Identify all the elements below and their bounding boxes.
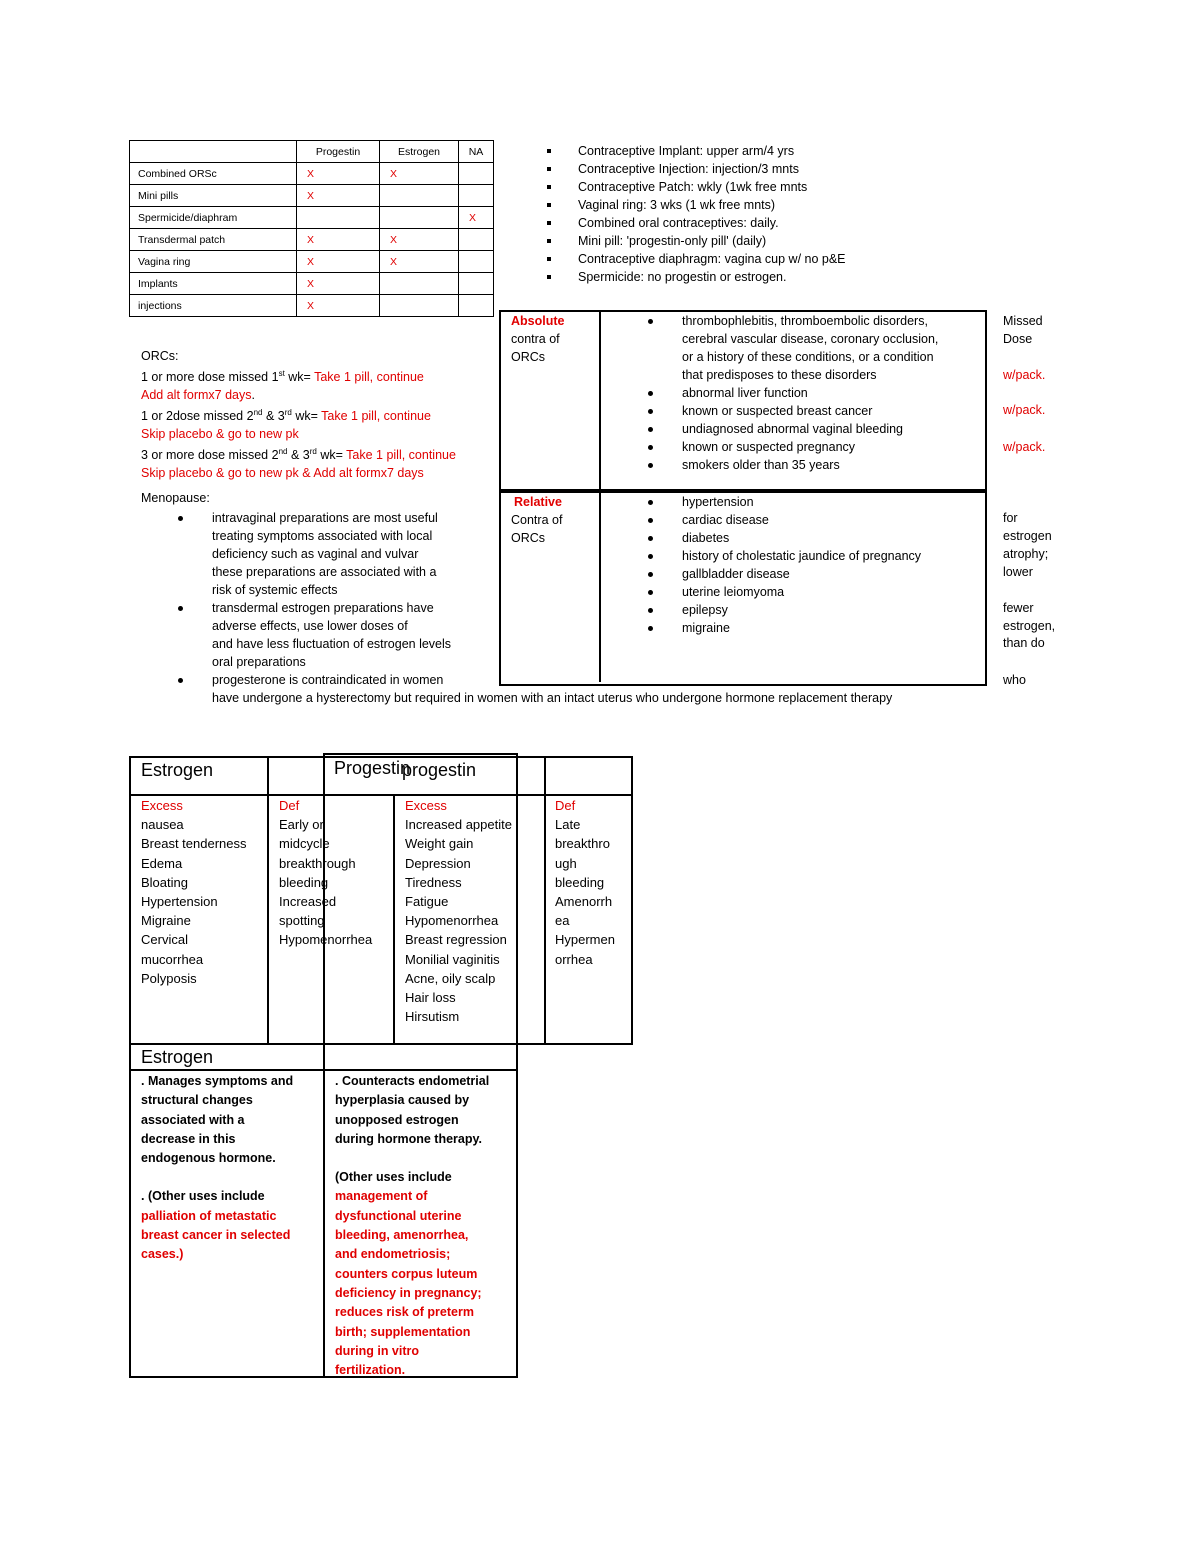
list-item — [646, 402, 938, 420]
orcs-action: Take 1 pill, continue — [314, 370, 424, 385]
estrogen-uses — [141, 1072, 293, 1265]
column-label: Def — [555, 798, 576, 813]
contra-line: epilepsy — [682, 603, 728, 617]
contra-line: diabetes — [682, 531, 730, 545]
column-label: Excess — [405, 798, 447, 813]
matrix-row — [130, 229, 494, 251]
hormone-matrix-table — [129, 140, 494, 317]
uses-line: breast cancer in selected — [141, 1228, 291, 1243]
margin-text: for — [1003, 511, 1018, 525]
grid-line — [129, 1043, 633, 1045]
orcs-action: Take 1 pill, continue — [346, 448, 456, 463]
list-item: Increased — [279, 894, 337, 910]
matrix-cell-estrogen: X — [380, 163, 459, 185]
orcs-text: & 3 — [287, 448, 310, 463]
list-item: Early or — [279, 817, 324, 833]
margin-text: atrophy; — [1003, 547, 1049, 561]
estrogen-excess-column — [141, 796, 247, 988]
list-item: Hypomenorrhea — [279, 932, 373, 948]
uses-line: dysfunctional uterine — [335, 1208, 462, 1223]
list-item — [646, 529, 921, 547]
relative-contra-list — [646, 493, 921, 637]
list-item: Cervical — [141, 932, 188, 948]
list-item: Increased appetite — [405, 817, 512, 833]
list-item: spotting — [279, 913, 325, 929]
grid-line — [129, 756, 131, 1045]
progestin-excess-column — [405, 796, 512, 1026]
matrix-cell-progestin: X — [297, 273, 380, 295]
list-item — [646, 601, 921, 619]
progestin-title: Progestin — [334, 758, 411, 778]
list-item: mucorrhea — [141, 951, 204, 967]
margin-text: fewer — [1003, 601, 1034, 615]
uses-line: bleeding, amenorrhea, — [335, 1228, 469, 1243]
uses-line: fertilization. — [335, 1363, 406, 1378]
list-item: orrhea — [555, 951, 593, 967]
list-item: Polyposis — [141, 970, 197, 986]
orcs-rule-3 — [141, 443, 456, 464]
list-item: Fatigue — [405, 894, 449, 910]
list-item — [646, 619, 921, 637]
list-item: Amenorrh — [555, 894, 613, 910]
list-item: Migraine — [141, 913, 191, 929]
matrix-header-na: NA — [459, 141, 494, 163]
orcs-rule-2b — [141, 425, 456, 443]
uses-line: palliation of metastatic — [141, 1208, 277, 1223]
list-item: midcycle — [279, 836, 330, 852]
menopause-line: oral preparations — [212, 655, 306, 669]
orcs-sup: st — [278, 369, 285, 378]
uses-line: . Counteracts endometrial — [335, 1074, 490, 1088]
list-item: Breast tenderness — [141, 836, 247, 852]
uses-line: during in vitro — [335, 1343, 420, 1358]
matrix-cell-estrogen — [380, 273, 459, 295]
list-item — [646, 511, 921, 529]
orcs-sup: nd — [253, 408, 263, 418]
matrix-row — [130, 273, 494, 295]
matrix-cell-na — [459, 273, 494, 295]
progestin-uses — [335, 1072, 489, 1380]
column-label: Def — [279, 798, 300, 813]
list-item — [646, 438, 938, 456]
progestin-def-column — [555, 796, 615, 969]
margin-text: w/pack. — [1003, 440, 1046, 454]
grid-line — [323, 753, 518, 755]
grid-line — [516, 1043, 518, 1378]
uses-line: (Other uses include — [335, 1170, 452, 1185]
orcs-rule-2 — [141, 404, 456, 425]
list-item: Late — [555, 817, 581, 833]
uses-line: deficiency in pregnancy; — [335, 1285, 482, 1300]
orcs-rule-1b — [141, 386, 456, 404]
margin-text: w/pack. — [1003, 368, 1046, 382]
orcs-action: Take 1 pill, continue — [321, 409, 431, 424]
list-item — [646, 565, 921, 583]
uses-line: associated with a — [141, 1112, 245, 1127]
matrix-cell-na — [459, 185, 494, 207]
matrix-row-label: Implants — [130, 273, 297, 295]
contra-line: uterine leiomyoma — [682, 585, 785, 599]
estrogen-title: Estrogen — [141, 760, 214, 780]
matrix-row-label: Spermicide/diaphram — [130, 207, 297, 229]
matrix-row-label: Combined ORSc — [130, 163, 297, 185]
matrix-cell-estrogen: X — [380, 229, 459, 251]
orcs-text: 1 or more dose missed 1 — [141, 370, 279, 385]
spacer — [141, 1168, 293, 1187]
contra-line: smokers older than 35 years — [682, 458, 840, 472]
matrix-cell-na — [459, 295, 494, 317]
list-item: breakthrough — [279, 855, 356, 871]
matrix-cell-progestin: X — [297, 229, 380, 251]
contra-line: gallbladder disease — [682, 567, 790, 581]
list-item: Edema — [141, 855, 183, 871]
contra-line: abnormal liver function — [682, 386, 808, 400]
matrix-header-blank — [130, 141, 297, 163]
grid-line — [267, 756, 269, 1045]
relative-label — [511, 493, 562, 547]
contra-line: hypertension — [682, 495, 754, 509]
list-item: breakthro — [555, 836, 610, 852]
matrix-cell-progestin: X — [297, 163, 380, 185]
matrix-row — [130, 185, 494, 207]
relative-label-title: Relative — [514, 495, 562, 509]
menopause-line: treating symptoms associated with local — [212, 529, 433, 543]
menopause-line: adverse effects, use lower doses of — [212, 619, 408, 633]
menopause-line: intravaginal preparations are most useful — [212, 511, 438, 525]
list-item: Contraceptive Implant: upper arm/4 yrs — [542, 142, 846, 160]
uses-line: unopposed estrogen — [335, 1112, 459, 1127]
menopause-line: risk of systemic effects — [212, 583, 338, 597]
matrix-header-row — [130, 141, 494, 163]
list-item — [646, 583, 921, 601]
matrix-cell-progestin: X — [297, 185, 380, 207]
matrix-row — [130, 295, 494, 317]
list-item: Spermicide: no progestin or estrogen. — [542, 268, 846, 286]
matrix-cell-progestin: X — [297, 251, 380, 273]
list-item — [176, 671, 476, 689]
menopause-line: and have less fluctuation of estrogen levels — [212, 637, 452, 651]
list-item: bleeding — [279, 874, 329, 890]
orcs-text: wk= — [316, 448, 347, 463]
margin-text: than do — [1003, 636, 1045, 650]
contra-line: history of cholestatic jaundice of pregnancy — [682, 549, 922, 563]
list-item: Hypertension — [141, 894, 218, 910]
uses-line: cases.) — [141, 1247, 184, 1262]
orcs-text: wk= — [284, 370, 315, 385]
menopause-line: these preparations are associated with a — [212, 565, 437, 579]
menopause-heading: Menopause: — [141, 491, 210, 505]
contra-line: migraine — [682, 621, 730, 635]
list-item: Hair loss — [405, 990, 456, 1006]
contra-line: cerebral vascular disease, coronary occlusion, — [682, 332, 939, 346]
grid-line — [393, 794, 395, 1045]
list-item — [176, 599, 476, 671]
contra-line: known or suspected pregnancy — [682, 440, 856, 454]
matrix-row-label: Transdermal patch — [130, 229, 297, 251]
grid-line — [129, 1043, 131, 1378]
list-item: Hypomenorrhea — [405, 913, 499, 929]
orcs-action: Add alt formx7 days — [141, 388, 252, 403]
list-item: Contraceptive diaphragm: vagina cup w/ no p&E — [542, 250, 846, 268]
column-label: Excess — [141, 798, 183, 813]
list-item — [176, 509, 476, 599]
list-item: bleeding — [555, 874, 605, 890]
matrix-header-estrogen: Estrogen — [380, 141, 459, 163]
orcs-text: wk= — [291, 409, 322, 424]
absolute-label-title: Absolute — [511, 314, 565, 328]
matrix-cell-progestin: X — [297, 295, 380, 317]
list-item: Contraceptive Injection: injection/3 mnts — [542, 160, 846, 178]
uses-line: and endometriosis; — [335, 1247, 451, 1262]
contra-line: or a history of these conditions, or a condition — [682, 350, 934, 364]
matrix-cell-progestin — [297, 207, 380, 229]
grid-line — [544, 756, 546, 1045]
list-item: Hypermen — [555, 932, 615, 948]
list-item — [646, 384, 938, 402]
matrix-row — [130, 163, 494, 185]
list-item: Bloating — [141, 874, 188, 890]
menopause-line: progesterone is contraindicated in women — [212, 673, 444, 687]
matrix-cell-na — [459, 251, 494, 273]
orcs-action: Skip placebo & go to new pk & Add alt formx7 days — [141, 466, 424, 481]
progestin-title-overlap: progestin — [402, 760, 477, 780]
orcs-text: 1 or 2dose missed 2 — [141, 409, 254, 424]
menopause-line: transdermal estrogen preparations have — [212, 601, 434, 615]
list-item — [646, 420, 938, 438]
orcs-text: 3 or more dose missed 2 — [141, 448, 279, 463]
matrix-cell-estrogen — [380, 185, 459, 207]
absolute-label — [511, 312, 564, 366]
list-item: Vaginal ring: 3 wks (1 wk free mnts) — [542, 196, 846, 214]
matrix-cell-estrogen — [380, 207, 459, 229]
matrix-cell-na — [459, 163, 494, 185]
uses-line: counters corpus luteum — [335, 1266, 478, 1281]
orcs-heading: ORCs: — [141, 349, 179, 363]
relative-label-line: ORCs — [511, 531, 546, 545]
orcs-sup: rd — [284, 408, 292, 418]
matrix-cell-estrogen — [380, 295, 459, 317]
list-item: Breast regression — [405, 932, 507, 948]
spacer — [335, 1149, 489, 1168]
relative-label-line: Contra of — [511, 513, 563, 527]
grid-line — [323, 1043, 325, 1378]
uses-line: during hormone therapy. — [335, 1131, 482, 1146]
orcs-sup: rd — [309, 447, 317, 457]
absolute-label-line: ORCs — [511, 350, 546, 364]
matrix-row-label: Vagina ring — [130, 251, 297, 273]
list-item: Depression — [405, 855, 471, 871]
menopause-line: deficiency such as vaginal and vulvar — [212, 547, 419, 561]
orcs-text: . — [251, 388, 255, 403]
uses-line: birth; supplementation — [335, 1324, 471, 1339]
uses-line: reduces risk of preterm — [335, 1305, 474, 1320]
orcs-text: & 3 — [262, 409, 285, 424]
contra-line: undiagnosed abnormal vaginal bleeding — [682, 422, 904, 436]
matrix-cell-estrogen: X — [380, 251, 459, 273]
absolute-contra-list — [646, 312, 938, 474]
uses-line: management of — [335, 1189, 428, 1204]
margin-text: who — [1003, 673, 1026, 687]
matrix-row — [130, 251, 494, 273]
uses-estrogen-title: Estrogen — [141, 1047, 214, 1067]
matrix-row-label: Mini pills — [130, 185, 297, 207]
absolute-label-line: contra of — [511, 332, 560, 346]
margin-text: Dose — [1003, 332, 1033, 346]
grid-line — [516, 753, 518, 1045]
list-item: ugh — [555, 855, 577, 871]
uses-line: hyperplasia caused by — [335, 1093, 470, 1108]
estrogen-def-column — [279, 796, 372, 950]
uses-line: endogenous hormone. — [141, 1151, 276, 1166]
list-item: Combined oral contraceptives: daily. — [542, 214, 846, 232]
matrix-row — [130, 207, 494, 229]
methods-list — [542, 142, 846, 286]
orcs-action: Skip placebo & go to new pk — [141, 427, 299, 442]
contra-line: known or suspected breast cancer — [682, 404, 873, 418]
list-item: Hirsutism — [405, 1009, 460, 1025]
uses-line: . (Other uses include — [141, 1189, 265, 1204]
contra-line: cardiac disease — [682, 513, 769, 527]
list-item — [646, 493, 921, 511]
margin-text: lower — [1003, 565, 1033, 579]
list-item: Acne, oily scalp — [405, 970, 496, 986]
uses-line: decrease in this — [141, 1131, 236, 1146]
list-item: Contraceptive Patch: wkly (1wk free mnts — [542, 178, 846, 196]
matrix-cell-na: X — [459, 207, 494, 229]
contra-line: that predisposes to these disorders — [682, 368, 877, 382]
orcs-rule-1 — [141, 365, 456, 386]
list-item: Mini pill: 'progestin-only pill' (daily) — [542, 232, 846, 250]
margin-text: estrogen, — [1003, 619, 1056, 633]
orcs-sup: nd — [278, 447, 288, 457]
list-item: Weight gain — [405, 836, 474, 852]
orcs-rule-3b — [141, 464, 456, 482]
margin-text: estrogen — [1003, 529, 1052, 543]
menopause-list — [176, 509, 476, 689]
list-item: ea — [555, 913, 570, 929]
menopause-line: have undergone a hysterectomy but required in women with an intact uterus who undergone hormone replacement therapy — [212, 691, 893, 705]
matrix-header-progestin: Progestin — [297, 141, 380, 163]
list-item — [646, 456, 938, 474]
margin-text: Missed — [1003, 314, 1043, 328]
list-item: Tiredness — [405, 874, 462, 890]
list-item: Monilial vaginitis — [405, 951, 500, 967]
list-item — [646, 547, 921, 565]
matrix-cell-na — [459, 229, 494, 251]
uses-line: structural changes — [141, 1093, 253, 1108]
grid-line — [631, 756, 633, 1045]
list-item — [646, 312, 938, 384]
list-item: nausea — [141, 817, 184, 833]
matrix-row-label: injections — [130, 295, 297, 317]
orcs-missed-dose-section — [141, 347, 456, 482]
margin-text: w/pack. — [1003, 403, 1046, 417]
contra-line: thrombophlebitis, thromboembolic disorders, — [682, 314, 928, 328]
uses-line: . Manages symptoms and — [141, 1074, 294, 1088]
